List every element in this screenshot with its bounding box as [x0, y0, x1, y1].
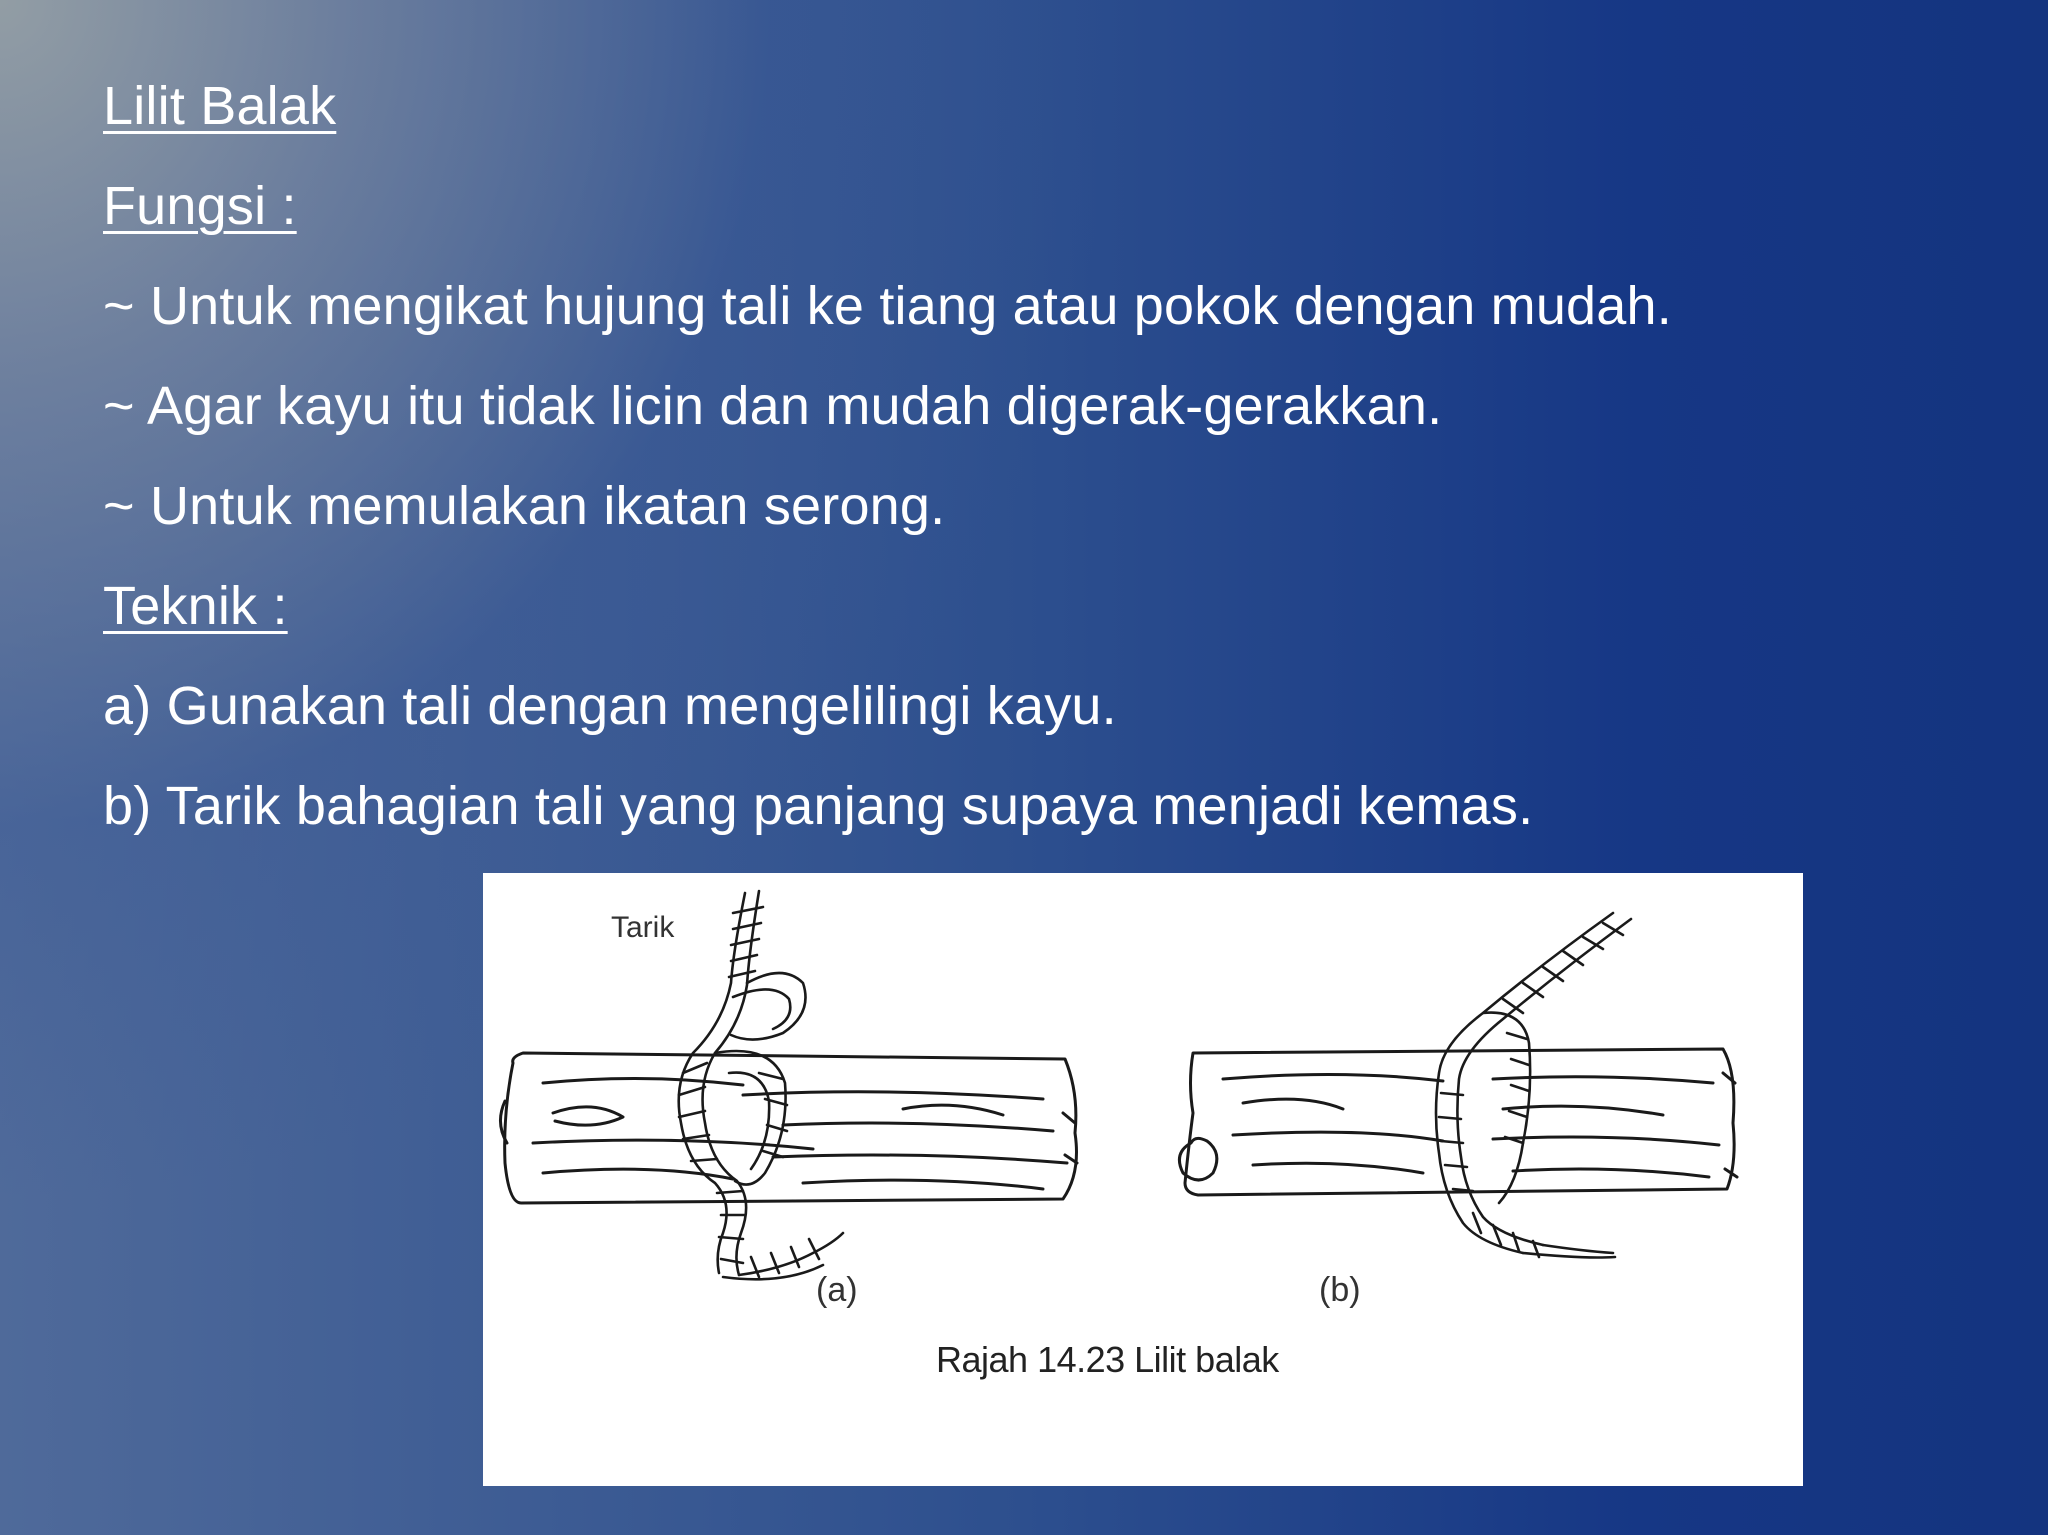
fungsi-heading: Fungsi :	[103, 176, 297, 236]
rope-b-drawing	[1436, 913, 1631, 1258]
timber-hitch-illustration	[483, 873, 1803, 1486]
fungsi-item: ~ Agar kayu itu tidak licin dan mudah digerak-gerakkan.	[103, 376, 1443, 436]
slide-title: Lilit Balak	[103, 76, 337, 136]
fungsi-item: ~ Untuk memulakan ikatan serong.	[103, 476, 946, 536]
figure-caption: Rajah 14.23 Lilit balak	[936, 1339, 1279, 1380]
sub-figure-label-a: (a)	[816, 1271, 858, 1309]
pull-label: Tarik	[611, 911, 675, 944]
teknik-item: a) Gunakan tali dengan mengelilingi kayu.	[103, 676, 1117, 736]
sub-figure-label-b: (b)	[1319, 1271, 1361, 1309]
timber-hitch-figure	[483, 873, 1803, 1486]
log-a-drawing	[500, 1053, 1077, 1203]
fungsi-item: ~ Untuk mengikat hujung tali ke tiang atau pokok dengan mudah.	[103, 276, 1672, 336]
teknik-item: b) Tarik bahagian tali yang panjang supaya menjadi kemas.	[103, 776, 1534, 836]
teknik-heading: Teknik :	[103, 576, 288, 636]
rope-a-drawing	[679, 891, 843, 1279]
